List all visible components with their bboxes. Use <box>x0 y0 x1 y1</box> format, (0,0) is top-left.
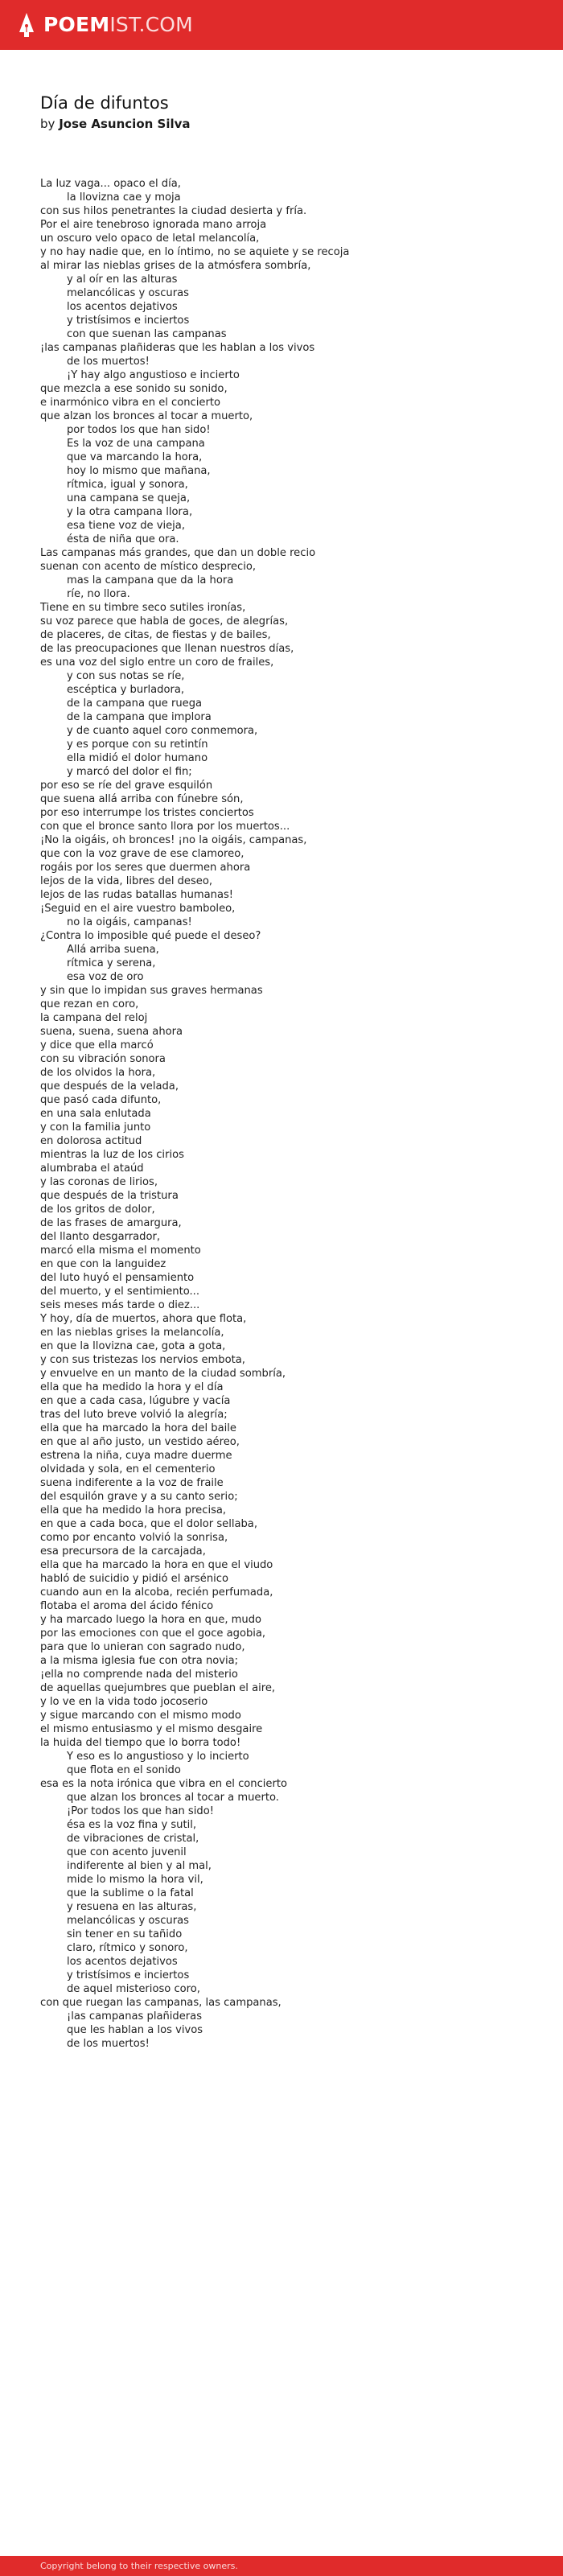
poem-line: ¿Contra lo imposible qué puede el deseo? <box>40 930 261 942</box>
site-header <box>0 0 563 50</box>
poem-line: claro, rítmico y sonoro, <box>67 1942 188 1954</box>
copyright-notice: Copyright belong to their respective owners. <box>40 2561 238 2571</box>
poem-line: esa precursora de la carcajada, <box>40 1545 206 1558</box>
poem-line: estrena la niña, cuya madre duerme <box>40 1450 232 1462</box>
poem-line: al mirar las nieblas grises de la atmósfera sombría, <box>40 260 311 272</box>
poem-line: en que a cada casa, lúgubre y vacía <box>40 1395 231 1407</box>
poem-line: esa voz de oro <box>67 971 144 983</box>
poem-line: que alzan los bronces al tocar a muerto. <box>67 1792 279 1804</box>
site-logo[interactable] <box>18 11 193 39</box>
poem-line: la huida del tiempo que lo borra todo! <box>40 1737 241 1749</box>
poem-line: ¡las campanas plañideras <box>67 2010 203 2023</box>
poem-line: que mezcla a ese sonido su sonido, <box>40 383 228 395</box>
poem-line: de vibraciones de cristal, <box>67 1833 199 1845</box>
poem-line: como por encanto volvió la sonrisa, <box>40 1532 228 1544</box>
poem-line: mide lo mismo la hora vil, <box>67 1874 203 1886</box>
poem-line: de las preocupaciones que llenan nuestros días, <box>40 643 294 655</box>
poem-line: esa es la nota irónica que vibra en el concierto <box>40 1778 288 1790</box>
poem-line: un oscuro velo opaco de letal melancolía, <box>40 232 260 245</box>
poem-line: Tiene en su timbre seco sutiles ironías, <box>40 602 246 614</box>
poem-line: melancólicas y oscuras <box>67 1915 189 1927</box>
poem-line: con sus hilos penetrantes la ciudad desierta y fría. <box>40 205 307 217</box>
poem-line: en que la llovizna cae, gota a gota, <box>40 1340 226 1352</box>
poem-line: del muerto, y el sentimiento... <box>40 1286 199 1298</box>
poem-line: y lo ve en la vida todo jocoserio <box>40 1696 208 1708</box>
poem-line: que alzan los bronces al tocar a muerto, <box>40 410 253 422</box>
poem-line: la campana del reloj <box>40 1012 148 1024</box>
poem-line: rítmica, igual y sonora, <box>67 479 188 491</box>
poem-line: en dolorosa actitud <box>40 1135 142 1147</box>
poem-line: ésta de niña que ora. <box>67 533 179 545</box>
poem-line: los acentos dejativos <box>67 1956 178 1968</box>
poem-line: ella que ha medido la hora precisa, <box>40 1504 227 1516</box>
poem-line: esa tiene voz de vieja, <box>67 520 185 532</box>
poem-line: y con sus notas se ríe, <box>67 670 185 682</box>
poem-line: escéptica y burladora, <box>67 684 185 696</box>
poem-body <box>40 177 539 2051</box>
poem-line: y sigue marcando con el mismo modo <box>40 1710 241 1722</box>
poem-line: y la otra campana llora, <box>67 506 193 518</box>
poem-byline <box>40 116 523 132</box>
poem-line: del esquilón grave y a su canto serio; <box>40 1491 238 1503</box>
poem-line: es una voz del siglo entre un coro de frailes, <box>40 656 274 669</box>
poem-line: que les hablan a los vivos <box>67 2024 203 2036</box>
poem-line: marcó ella misma el momento <box>40 1245 201 1257</box>
poem-line: en una sala enlutada <box>40 1108 151 1120</box>
poem-line: Y eso es lo angustioso y lo incierto <box>67 1751 249 1763</box>
poem-line: Es la voz de una campana <box>67 438 205 450</box>
poem-line: rítmica y serena, <box>67 957 156 969</box>
poem-line: de las frases de amargura, <box>40 1217 182 1229</box>
poem-line: que con la voz grave de ese clamoreo, <box>40 848 245 860</box>
poem-line: lejos de la vida, libres del deseo, <box>40 875 213 887</box>
poem-line: cuando aun en la alcoba, recién perfumada, <box>40 1586 273 1599</box>
poem-line: el mismo entusiasmo y el mismo desgaire <box>40 1723 263 1735</box>
poem-line: lejos de las rudas batallas humanas! <box>40 889 234 901</box>
poem-line: hoy lo mismo que mañana, <box>67 465 211 477</box>
poem-line: habló de suicidio y pidió el arsénico <box>40 1573 228 1585</box>
poem-line: de aquellas quejumbres que pueblan el aire, <box>40 1682 276 1694</box>
poem-line: flotaba el aroma del ácido fénico <box>40 1600 214 1612</box>
poem-line: a la misma iglesia fue con otra novia; <box>40 1655 239 1667</box>
poem-line: y las coronas de lirios, <box>40 1176 158 1188</box>
author-link[interactable]: Jose Asuncion Silva <box>59 117 191 131</box>
poem-line: para que lo unieran con sagrado nudo, <box>40 1641 245 1653</box>
poem-line: una campana se queja, <box>67 492 191 504</box>
poem-line: ¡Y hay algo angustioso e incierto <box>67 369 240 381</box>
poem-line: de la campana que ruega <box>67 697 203 710</box>
poem-line: y resuena en las alturas, <box>67 1901 197 1913</box>
poem-line: que después de la tristura <box>40 1190 179 1202</box>
poem-line: mas la campana que da la hora <box>67 574 234 586</box>
poem-line: mientras la luz de los cirios <box>40 1149 184 1161</box>
poem-line: en que con la languidez <box>40 1258 166 1270</box>
poem-line: suena, suena, suena ahora <box>40 1026 183 1038</box>
poem-line: Allá arriba suena, <box>67 944 159 956</box>
poem-line: y sin que lo impidan sus graves hermanas <box>40 985 263 997</box>
poem-line: y ha marcado luego la hora en que, mudo <box>40 1614 262 1626</box>
poem-line: rogáis por los seres que duermen ahora <box>40 862 251 874</box>
poem-line: Por el aire tenebroso ignorada mano arroja <box>40 219 267 231</box>
poem-line: olvidada y sola, en el cementerio <box>40 1463 216 1475</box>
poem-line: y de cuanto aquel coro conmemora, <box>67 725 258 737</box>
poem-line: Y hoy, día de muertos, ahora que flota, <box>40 1313 247 1325</box>
poem-line: en que a cada boca, que el dolor sellaba, <box>40 1518 257 1530</box>
poem-line: y tristísimos e inciertos <box>67 315 190 327</box>
poem-line: de placeres, de citas, de fiestas y de bailes, <box>40 629 271 641</box>
poem-line: tras del luto breve volvió la alegría; <box>40 1409 228 1421</box>
poem-line: por las emociones con que el goce agobia, <box>40 1627 266 1640</box>
poem-line: de los muertos! <box>67 2038 150 2050</box>
poem-line: del luto huyó el pensamiento <box>40 1272 195 1284</box>
poem-line: y marcó del dolor el fin; <box>67 766 192 778</box>
poem-line: de los muertos! <box>67 356 150 368</box>
poem-line: que suena allá arriba con fúnebre són, <box>40 793 244 805</box>
poem-line: de los olvidos la hora, <box>40 1067 156 1079</box>
poem-line: que pasó cada difunto, <box>40 1094 162 1106</box>
poem-line: sin tener en su tañido <box>67 1928 183 1940</box>
logo-wordmark <box>43 12 193 38</box>
poem-line: ella que ha marcado la hora en que el viudo <box>40 1559 273 1571</box>
poem-line: del llanto desgarrador, <box>40 1231 161 1243</box>
poem-line: y dice que ella marcó <box>40 1039 154 1051</box>
poem-line: los acentos dejativos <box>67 301 178 313</box>
poem-line: por todos los que han sido! <box>67 424 211 436</box>
poem-line: en las nieblas grises la melancolía, <box>40 1327 224 1339</box>
poem-line: ¡las campanas plañideras que les hablan a los vivos <box>40 342 315 354</box>
poem-line: por eso interrumpe los tristes conciertos <box>40 807 254 819</box>
poem-line: y al oír en las alturas <box>67 274 178 286</box>
logo-wordmark-light: IST.COM <box>109 13 193 36</box>
poem-line: que va marcando la hora, <box>67 451 203 463</box>
byline-prefix: by <box>40 117 55 131</box>
poem-line: seis meses más tarde o diez... <box>40 1299 200 1311</box>
poem-line: ¡ella no comprende nada del misterio <box>40 1669 238 1681</box>
poem-heading <box>40 92 523 132</box>
poem-line: ella que ha marcado la hora del baile <box>40 1422 236 1434</box>
poem-line: que después de la velada, <box>40 1080 179 1093</box>
poem-line: su voz parece que habla de goces, de alegrías, <box>40 615 289 628</box>
poem-line: con que el bronce santo llora por los muertos... <box>40 821 290 833</box>
poem-line: y tristísimos e inciertos <box>67 1969 190 1981</box>
poem-line: y es porque con su retintín <box>67 739 208 751</box>
fountain-pen-nib-icon <box>18 12 35 38</box>
poem-line: alumbraba el ataúd <box>40 1162 144 1175</box>
poem-line: melancólicas y oscuras <box>67 287 189 299</box>
poem-line: ríe, no llora. <box>67 588 130 600</box>
poem-line: de los gritos de dolor, <box>40 1204 155 1216</box>
poem-line: La luz vaga... opaco el día, <box>40 178 181 190</box>
poem-line: Las campanas más grandes, que dan un doble recio <box>40 547 316 559</box>
poem-line: indiferente al bien y al mal, <box>67 1860 212 1872</box>
poem-line: y con sus tristezas los nervios embota, <box>40 1354 245 1366</box>
poem-line: suena indiferente a la voz de fraile <box>40 1477 224 1489</box>
poem-line: y con la familia junto <box>40 1121 151 1134</box>
poem-title: Día de difuntos <box>40 93 169 113</box>
poem-line: ella midió el dolor humano <box>67 752 208 764</box>
poem-line: con su vibración sonora <box>40 1053 166 1065</box>
poem-line: ¡No la oigáis, oh bronces! ¡no la oigáis, campanas, <box>40 834 307 846</box>
poem-line: la llovizna cae y moja <box>67 191 181 204</box>
poem-line: con que suenan las campanas <box>67 328 227 340</box>
poem-line: de la campana que implora <box>67 711 212 723</box>
poem-line: ¡Por todos los que han sido! <box>67 1805 214 1817</box>
poem-line: que con acento juvenil <box>67 1846 187 1858</box>
poem-line: de aquel misterioso coro, <box>67 1983 200 1995</box>
site-footer <box>0 2556 563 2576</box>
poem-line: ésa es la voz fina y sutil, <box>67 1819 197 1831</box>
logo-wordmark-bold: POEM <box>43 13 110 36</box>
poem-line: ¡Seguid en el aire vuestro bamboleo, <box>40 903 236 915</box>
poem-line: no la oigáis, campanas! <box>67 916 192 928</box>
poem-line: y no hay nadie que, en lo íntimo, no se aquiete y se recoja <box>40 246 350 258</box>
poem-line: en que al año justo, un vestido aéreo, <box>40 1436 240 1448</box>
poem-line: y envuelve en un manto de la ciudad sombría, <box>40 1368 286 1380</box>
poem-line: que rezan en coro, <box>40 998 139 1010</box>
poem-line: por eso se ríe del grave esquilón <box>40 780 213 792</box>
poem-line: suenan con acento de místico desprecio, <box>40 561 257 573</box>
poem-line: que la sublime o la fatal <box>67 1887 194 1899</box>
poem-line: e inarmónico vibra en el concierto <box>40 397 220 409</box>
poem-line: ella que ha medido la hora y el día <box>40 1381 224 1393</box>
poem-line: con que ruegan las campanas, las campanas, <box>40 1997 282 2009</box>
poem-line: que flota en el sonido <box>67 1764 181 1776</box>
